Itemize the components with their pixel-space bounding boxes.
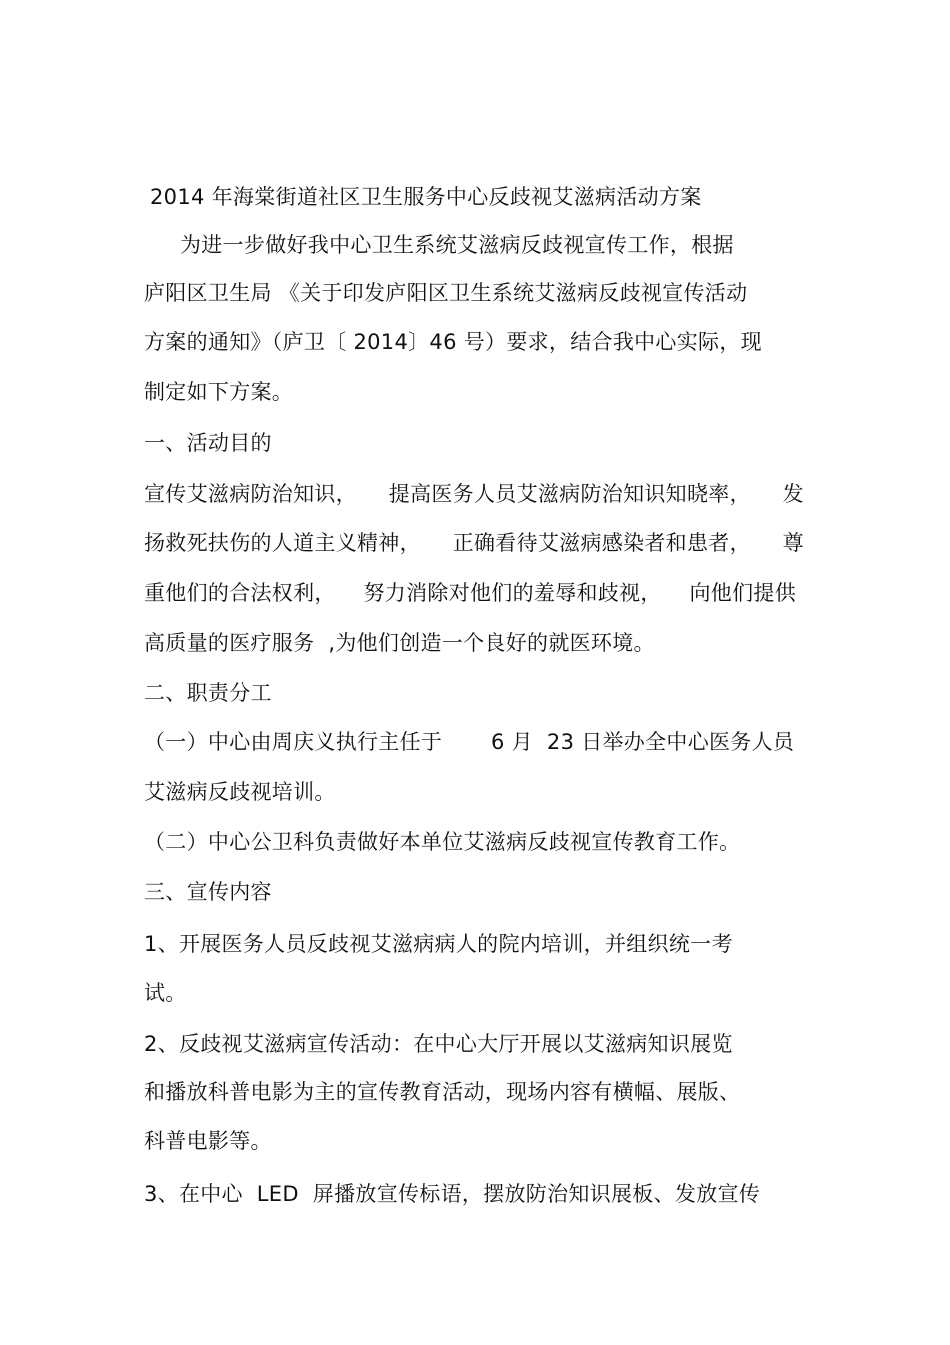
intro-line-3: 方案的通知》（庐卫〔 2014〕46 号）要求，结合我中心实际，现: [144, 330, 762, 354]
purpose-line-1-part-1: 宣传艾滋病防治知识，: [144, 482, 357, 506]
purpose-line-3: [144, 579, 796, 607]
purpose-line-3-part-1: 重他们的合法权利，: [144, 581, 336, 605]
duties-item-2: （二）中心公卫科负责做好本单位艾滋病反歧视宣传教育工作。: [144, 830, 741, 854]
content-item-1-line-2: 试。: [144, 981, 187, 1005]
section-heading-purpose: 一、活动目的: [144, 431, 272, 455]
purpose-line-3-part-2: 努力消除对他们的羞辱和歧视，: [363, 581, 662, 605]
duties-item-1-line-1: （一）中心由周庆义执行主任于 6 月 23 日举办全中心医务人员: [144, 730, 795, 754]
section-heading-content: 三、宣传内容: [144, 880, 272, 904]
section-heading-duties: 二、职责分工: [144, 681, 272, 705]
purpose-line-2-part-3: 尊: [782, 531, 804, 555]
content-item-2-line-3: 科普电影等。: [144, 1129, 272, 1153]
intro-line-2: 庐阳区卫生局 《关于印发庐阳区卫生系统艾滋病反歧视宣传活动: [144, 281, 748, 305]
purpose-line-4: 高质量的医疗服务 ,为他们创造一个良好的就医环境。: [144, 631, 655, 655]
content-item-2-line-1: 2、反歧视艾滋病宣传活动：在中心大厅开展以艾滋病知识展览: [144, 1032, 733, 1056]
content-item-3-line-1: 3、在中心 LED 屏播放宣传标语，摆放防治知识展板、发放宣传: [144, 1182, 761, 1206]
purpose-line-2-part-2: 正确看待艾滋病感染者和患者，: [452, 531, 751, 555]
purpose-line-2-part-1: 扬救死扶伤的人道主义精神，: [144, 531, 421, 555]
purpose-line-1-part-3: 发: [782, 482, 804, 506]
purpose-line-3-part-3: 向他们提供: [689, 581, 796, 605]
intro-line-1: 为进一步做好我中心卫生系统艾滋病反歧视宣传工作，根据: [180, 233, 734, 257]
purpose-line-2: [144, 529, 804, 557]
duties-item-1-line-2: 艾滋病反歧视培训。: [144, 780, 336, 804]
content-item-2-line-2: 和播放科普电影为主的宣传教育活动，现场内容有横幅、展版、: [144, 1080, 741, 1104]
document-title: 2014 年海棠街道社区卫生服务中心反歧视艾滋病活动方案: [150, 185, 702, 209]
purpose-line-1: [144, 480, 804, 508]
intro-line-4: 制定如下方案。: [144, 380, 294, 404]
purpose-line-1-part-2: 提高医务人员艾滋病防治知识知晓率，: [388, 482, 751, 506]
content-item-1-line-1: 1、开展医务人员反歧视艾滋病病人的院内培训，并组织统一考: [144, 932, 733, 956]
